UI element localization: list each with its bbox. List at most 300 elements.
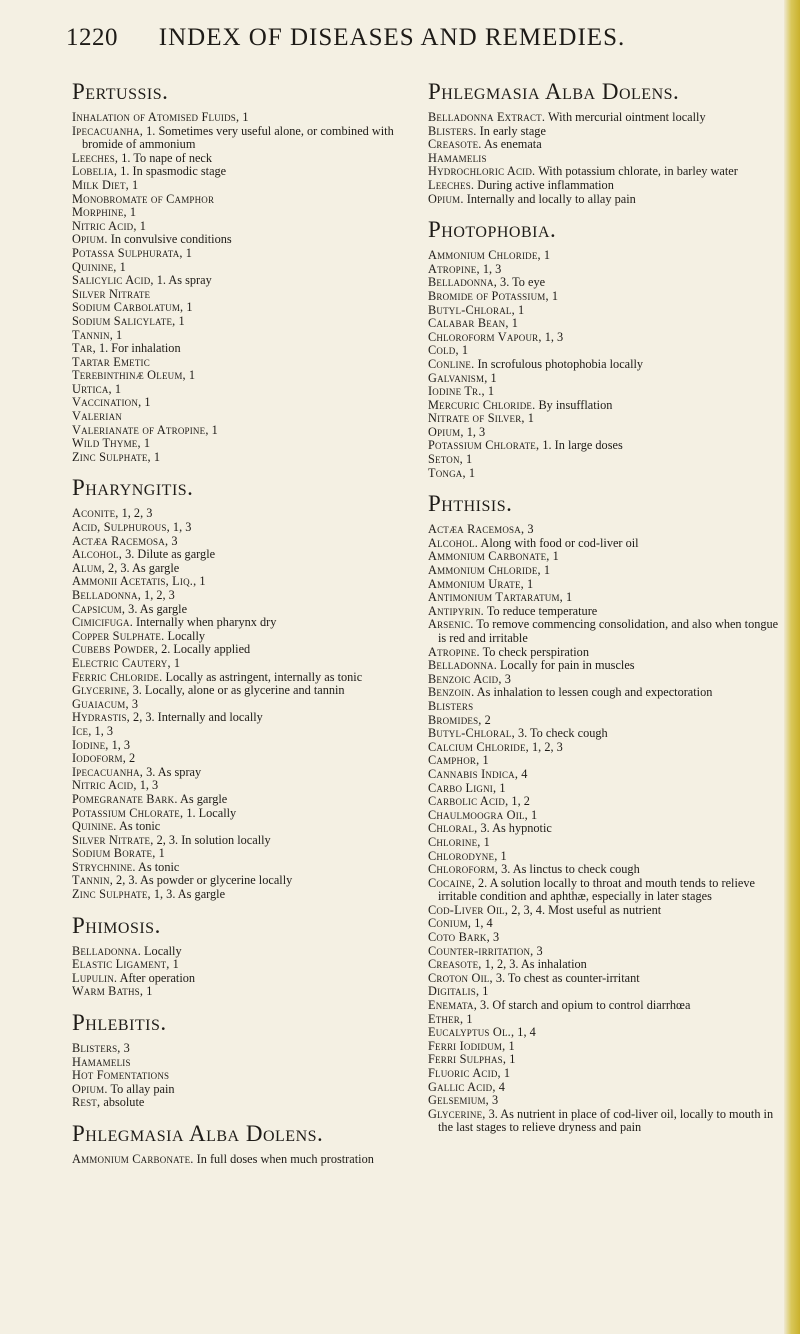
remedy-note: 3. As spray bbox=[143, 764, 202, 779]
remedy-name: Glycerine, bbox=[428, 1106, 486, 1121]
remedy-name: Potassium Chlorate, bbox=[72, 805, 184, 820]
remedy-name: Zinc Sulphate, bbox=[72, 449, 151, 464]
remedy-name: Blisters, bbox=[72, 1041, 121, 1056]
entry-list bbox=[72, 1153, 417, 1167]
remedy-name: Copper Sulphate. bbox=[72, 628, 165, 643]
remedy-note: 3. Of starch and opium to control diarrhœa bbox=[476, 998, 691, 1013]
index-entry bbox=[428, 249, 780, 263]
page-edge bbox=[784, 0, 800, 1334]
remedy-note: Along with food or cod-liver oil bbox=[478, 535, 639, 550]
remedy-name: Blisters bbox=[428, 698, 474, 713]
remedy-name: Alum, bbox=[72, 560, 105, 575]
remedy-note: To check perspiration bbox=[479, 644, 589, 659]
index-entry bbox=[428, 138, 780, 152]
remedy-name: Quinine. bbox=[72, 819, 117, 834]
remedy-note: 1 bbox=[196, 574, 206, 589]
remedy-name: Conline. bbox=[428, 356, 475, 371]
remedy-note: 1 bbox=[479, 753, 489, 768]
index-entry bbox=[428, 972, 780, 986]
index-entry bbox=[72, 820, 417, 834]
remedy-note: 1, 3 bbox=[136, 778, 159, 793]
remedy-name: Actæa Racemosa, bbox=[428, 522, 525, 537]
remedy-name: Nitrate of Silver, bbox=[428, 411, 525, 426]
remedy-name: Vaccination, bbox=[72, 395, 142, 410]
index-entry bbox=[428, 193, 780, 207]
remedy-name: Valerianate of Atropine, bbox=[72, 422, 209, 437]
remedy-note: During active inflammation bbox=[474, 177, 614, 192]
remedy-note: 1, 3. As gargle bbox=[150, 887, 226, 902]
index-entry bbox=[428, 904, 780, 918]
index-section bbox=[72, 78, 417, 464]
index-entry bbox=[72, 958, 417, 972]
section-heading: Phthisis. bbox=[428, 491, 513, 517]
remedy-name: Valerian bbox=[72, 409, 122, 424]
entry-list bbox=[72, 111, 417, 464]
remedy-name: Ferri Sulphas, bbox=[428, 1052, 507, 1067]
index-entry bbox=[72, 193, 417, 207]
remedy-note: By insufflation bbox=[535, 397, 613, 412]
index-entry bbox=[428, 1026, 780, 1040]
remedy-name: Actæa Racemosa, bbox=[72, 533, 169, 548]
index-entry bbox=[72, 589, 417, 603]
remedy-note: 3. As linctus to check cough bbox=[498, 862, 640, 877]
remedy-note: To reduce temperature bbox=[483, 603, 598, 618]
remedy-note: 4 bbox=[495, 1079, 505, 1094]
remedy-note: 1, 3 bbox=[91, 723, 114, 738]
index-entry bbox=[428, 1040, 780, 1054]
remedy-note: 1 bbox=[562, 590, 573, 605]
remedy-name: Creasote, bbox=[428, 957, 482, 972]
remedy-name: Terebinthinæ Oleum, bbox=[72, 368, 186, 383]
index-entry bbox=[428, 1067, 780, 1081]
index-entry bbox=[428, 768, 780, 782]
remedy-note: 3. Locally, alone or as glycerine and tannin bbox=[129, 683, 345, 698]
remedy-name: Benzoin. bbox=[428, 685, 475, 700]
remedy-name: Hydrastis, bbox=[72, 710, 130, 725]
index-entry bbox=[428, 385, 780, 399]
remedy-name: Alcohol, bbox=[72, 547, 123, 562]
remedy-name: Opium. bbox=[428, 191, 464, 206]
remedy-note: 1 bbox=[523, 576, 534, 591]
section-heading: Pharyngitis. bbox=[72, 475, 194, 501]
remedy-name: Acid, Sulphurous, bbox=[72, 520, 170, 535]
remedy-note: 1 bbox=[140, 436, 150, 451]
remedy-note: 1 bbox=[183, 300, 193, 315]
index-entry bbox=[428, 453, 780, 467]
remedy-note: 3. As nutrient in place of cod-liver oil, locally to mouth in the last stages to relieve dryness and pain bbox=[438, 1106, 774, 1135]
remedy-note: 1 bbox=[462, 452, 473, 467]
remedy-name: Leeches. bbox=[428, 177, 475, 192]
remedy-note: 1 bbox=[548, 288, 558, 303]
index-entry bbox=[72, 847, 417, 861]
remedy-name: Salicylic Acid, bbox=[72, 273, 154, 288]
remedy-note: 3 bbox=[168, 533, 178, 548]
index-entry bbox=[428, 877, 780, 904]
remedy-note: With potassium chlorate, in barley water bbox=[535, 164, 738, 179]
remedy-note: 1 bbox=[239, 110, 249, 124]
remedy-name: Tartar Emetic bbox=[72, 354, 150, 369]
remedy-name: Lupulin. bbox=[72, 970, 118, 985]
remedy-note: 1 bbox=[136, 218, 146, 233]
index-entry bbox=[72, 562, 417, 576]
entry-list bbox=[72, 1042, 417, 1110]
index-entry bbox=[72, 739, 417, 753]
index-section bbox=[72, 912, 417, 999]
remedy-note: 1 bbox=[496, 780, 506, 795]
remedy-name: Gallic Acid, bbox=[428, 1079, 496, 1094]
remedy-note: 3. To eye bbox=[496, 275, 546, 290]
remedy-name: Iodine Tr., bbox=[428, 384, 485, 399]
remedy-name: Cod-Liver Oil, bbox=[428, 902, 509, 917]
remedy-note: 1 bbox=[479, 984, 489, 999]
index-entry bbox=[428, 591, 780, 605]
remedy-name: Belladonna. bbox=[428, 658, 497, 673]
remedy-name: Atropine, bbox=[428, 261, 480, 276]
remedy-note: 1, 4 bbox=[514, 1025, 536, 1040]
remedy-note: As gargle bbox=[177, 791, 228, 806]
remedy-note: 1 bbox=[514, 302, 525, 317]
section-heading: Phlebitis. bbox=[72, 1010, 167, 1036]
remedy-name: Hamamelis bbox=[428, 150, 487, 165]
index-entry bbox=[428, 741, 780, 755]
remedy-note: 1 bbox=[150, 449, 161, 464]
index-entry bbox=[428, 836, 780, 850]
remedy-name: Leeches, bbox=[72, 150, 119, 165]
remedy-note: 1 bbox=[128, 177, 139, 192]
entry-list bbox=[428, 249, 780, 480]
remedy-note: 2, 3. Internally and locally bbox=[129, 710, 263, 725]
remedy-note: 1. Sometimes very useful alone, or combined with bromide of ammonium bbox=[82, 123, 394, 152]
remedy-note: 3. As gargle bbox=[125, 601, 188, 616]
index-entry bbox=[72, 1096, 417, 1110]
remedy-name: Benzoic Acid, bbox=[428, 671, 502, 686]
index-entry bbox=[428, 537, 780, 551]
remedy-name: Hydrochloric Acid. bbox=[428, 164, 536, 179]
remedy-name: Chlorodyne, bbox=[428, 848, 498, 863]
remedy-note: 2. A solution locally to throat and mouth tends to relieve irritable condition and aphthæ, especially in later stages bbox=[438, 875, 755, 904]
remedy-name: Bromide of Potassium, bbox=[428, 288, 549, 303]
remedy-note: In full doses when much prostration bbox=[193, 1152, 374, 1166]
index-entry bbox=[72, 369, 417, 383]
section-heading: Photophobia. bbox=[428, 217, 557, 243]
remedy-name: Tannin, bbox=[72, 873, 113, 888]
remedy-note: 2. Locally applied bbox=[158, 642, 251, 657]
remedy-name: Coto Bark, bbox=[428, 930, 490, 945]
index-entry bbox=[72, 383, 417, 397]
remedy-note: 3. Dilute as gargle bbox=[122, 547, 216, 562]
index-entry bbox=[72, 437, 417, 451]
remedy-name: Tar, bbox=[72, 341, 96, 356]
index-entry bbox=[428, 331, 780, 345]
remedy-name: Camphor, bbox=[428, 753, 480, 768]
section-heading: Pertussis. bbox=[72, 79, 169, 104]
remedy-note: 3 bbox=[128, 696, 138, 711]
remedy-name: Morphine, bbox=[72, 205, 127, 220]
remedy-name: Lobelia, bbox=[72, 164, 118, 179]
index-entry bbox=[72, 342, 417, 356]
remedy-note: 1 bbox=[182, 245, 192, 260]
remedy-note: 1 bbox=[524, 411, 534, 426]
remedy-name: Cannabis Indica, bbox=[428, 766, 519, 781]
index-section bbox=[428, 78, 780, 206]
remedy-name: Counter-irritation, bbox=[428, 943, 534, 958]
remedy-note: Internally when pharynx dry bbox=[132, 615, 277, 630]
index-entry bbox=[72, 329, 417, 343]
remedy-note: 3 bbox=[533, 943, 543, 958]
remedy-name: Ferri Iodidum, bbox=[428, 1038, 506, 1053]
remedy-note: 3 bbox=[489, 930, 500, 945]
remedy-note: absolute bbox=[100, 1095, 145, 1110]
index-entry bbox=[428, 263, 780, 277]
remedy-name: Antipyrin. bbox=[428, 603, 484, 618]
index-entry bbox=[428, 605, 780, 619]
index-entry bbox=[72, 274, 417, 288]
index-entry bbox=[72, 315, 417, 329]
remedy-name: Hamamelis bbox=[72, 1054, 131, 1069]
remedy-name: Gelsemium, bbox=[428, 1093, 489, 1108]
remedy-name: Belladonna, bbox=[72, 588, 141, 602]
remedy-note: 1, 2, 3 bbox=[528, 739, 563, 754]
remedy-note: 2 bbox=[125, 751, 136, 766]
remedy-name: Butyl-Chloral, bbox=[428, 302, 515, 317]
remedy-name: Chloroform, bbox=[428, 862, 498, 877]
remedy-name: Nitric Acid, bbox=[72, 218, 137, 233]
index-entry bbox=[428, 179, 780, 193]
remedy-name: Croton Oil, bbox=[428, 970, 493, 985]
index-entry bbox=[72, 711, 417, 725]
remedy-name: Aconite, bbox=[72, 506, 119, 521]
remedy-name: Ammonii Acetatis, Liq., bbox=[72, 574, 197, 589]
remedy-note: 1 bbox=[143, 984, 153, 999]
remedy-name: Creasote. bbox=[428, 137, 482, 152]
index-entry bbox=[72, 233, 417, 247]
remedy-note: 1 bbox=[508, 316, 518, 331]
section-heading: Phlegmasia Alba Dolens. bbox=[72, 1121, 324, 1146]
remedy-note: 1 bbox=[175, 313, 185, 328]
index-entry bbox=[72, 779, 417, 793]
section-heading: Phlegmasia Alba Dolens. bbox=[428, 79, 680, 104]
remedy-name: Potassa Sulphurata, bbox=[72, 245, 183, 260]
remedy-note: 3. As hypnotic bbox=[477, 821, 552, 836]
remedy-name: Rest, bbox=[72, 1095, 101, 1110]
remedy-note: After operation bbox=[117, 970, 196, 985]
remedy-note: In convulsive conditions bbox=[107, 232, 232, 247]
remedy-note: 1, 3 bbox=[108, 737, 131, 752]
index-entry bbox=[72, 152, 417, 166]
remedy-note: 2 bbox=[481, 712, 491, 727]
remedy-name: Seton, bbox=[428, 452, 463, 467]
remedy-name: Iodine, bbox=[72, 737, 109, 752]
index-entry bbox=[428, 673, 780, 687]
entry-list bbox=[72, 507, 417, 901]
index-entry bbox=[72, 165, 417, 179]
remedy-note: 3 bbox=[488, 1093, 499, 1108]
remedy-name: Cocaine, bbox=[428, 875, 475, 890]
index-entry bbox=[72, 288, 417, 302]
remedy-note: 4 bbox=[518, 766, 528, 781]
index-entry bbox=[428, 304, 780, 318]
remedy-name: Quinine, bbox=[72, 259, 117, 274]
index-entry bbox=[428, 686, 780, 700]
index-entry bbox=[428, 412, 780, 426]
remedy-name: Ipecacuanha, bbox=[72, 764, 144, 779]
left-column bbox=[72, 72, 417, 1177]
remedy-name: Chaulmoogra Oil, bbox=[428, 807, 528, 822]
remedy-name: Atropine. bbox=[428, 644, 480, 659]
index-entry bbox=[72, 521, 417, 535]
index-entry bbox=[428, 863, 780, 877]
index-entry bbox=[428, 426, 780, 440]
index-entry bbox=[428, 1108, 780, 1135]
remedy-name: Ammonium Carbonate. bbox=[72, 1152, 194, 1166]
running-title: INDEX OF DISEASES AND REMEDIES. bbox=[158, 24, 626, 51]
index-entry bbox=[72, 985, 417, 999]
index-entry bbox=[428, 358, 780, 372]
remedy-name: Opium, bbox=[428, 424, 464, 439]
remedy-note: 1 bbox=[527, 807, 538, 822]
index-entry bbox=[428, 931, 780, 945]
index-entry bbox=[72, 575, 417, 589]
remedy-note: 1 bbox=[463, 1011, 473, 1026]
remedy-note: 1 bbox=[170, 655, 180, 670]
remedy-note: 1. In large doses bbox=[539, 438, 623, 453]
remedy-note: 1 bbox=[458, 343, 469, 358]
index-entry bbox=[428, 795, 780, 809]
index-entry bbox=[72, 410, 417, 424]
remedy-name: Glycerine, bbox=[72, 683, 130, 698]
index-entry bbox=[428, 578, 780, 592]
index-entry bbox=[72, 657, 417, 671]
index-entry bbox=[72, 247, 417, 261]
index-entry bbox=[72, 603, 417, 617]
index-entry bbox=[428, 1013, 780, 1027]
remedy-note: 1 bbox=[484, 384, 495, 399]
index-entry bbox=[72, 725, 417, 739]
remedy-name: Elastic Ligament, bbox=[72, 957, 170, 972]
index-entry bbox=[72, 125, 417, 152]
index-entry bbox=[72, 888, 417, 902]
index-entry bbox=[428, 822, 780, 836]
index-entry bbox=[72, 1069, 417, 1083]
remedy-name: Ammonium Urate, bbox=[428, 576, 524, 591]
remedy-name: Arsenic. bbox=[428, 617, 474, 632]
index-entry bbox=[72, 1083, 417, 1097]
index-entry bbox=[428, 317, 780, 331]
index-entry bbox=[72, 793, 417, 807]
index-entry bbox=[72, 396, 417, 410]
remedy-note: As tonic bbox=[135, 859, 180, 874]
remedy-note: Locally for pain in muscles bbox=[496, 658, 635, 673]
remedy-name: Nitric Acid, bbox=[72, 778, 137, 793]
remedy-note: In early stage bbox=[476, 123, 546, 138]
index-section bbox=[428, 216, 780, 480]
remedy-note: 3. To chest as counter-irritant bbox=[492, 970, 640, 985]
remedy-note: 3. To check cough bbox=[514, 726, 608, 741]
remedy-note: In scrofulous photophobia locally bbox=[474, 356, 644, 371]
remedy-note: 1. Locally bbox=[183, 805, 237, 820]
remedy-note: 3 bbox=[120, 1041, 130, 1056]
index-entry bbox=[428, 618, 780, 645]
index-entry bbox=[428, 700, 780, 714]
remedy-note: 1. As spray bbox=[153, 273, 212, 288]
index-entry bbox=[428, 467, 780, 481]
remedy-name: Warm Baths, bbox=[72, 984, 144, 999]
index-entry bbox=[72, 643, 417, 657]
remedy-name: Cubebs Powder, bbox=[72, 642, 158, 657]
remedy-name: Chloral, bbox=[428, 821, 478, 836]
index-entry bbox=[428, 523, 780, 537]
remedy-note: 2, 3. In solution locally bbox=[153, 832, 271, 847]
index-entry bbox=[72, 874, 417, 888]
remedy-name: Cimicifuga. bbox=[72, 615, 133, 630]
index-entry bbox=[428, 152, 780, 166]
remedy-note: 1 bbox=[505, 1038, 515, 1053]
remedy-name: Bromides, bbox=[428, 712, 482, 727]
index-entry bbox=[72, 671, 417, 685]
remedy-name: Butyl-Chloral, bbox=[428, 726, 515, 741]
remedy-note: 3 bbox=[524, 522, 534, 537]
remedy-note: Locally bbox=[140, 943, 182, 958]
remedy-name: Urtica, bbox=[72, 381, 112, 396]
index-entry bbox=[428, 999, 780, 1013]
index-entry bbox=[72, 507, 417, 521]
index-entry bbox=[72, 945, 417, 959]
remedy-note: Locally bbox=[164, 628, 206, 643]
index-entry bbox=[428, 125, 780, 139]
index-entry bbox=[428, 945, 780, 959]
index-entry bbox=[428, 550, 780, 564]
index-entry bbox=[72, 1056, 417, 1070]
remedy-name: Hot Fomentations bbox=[72, 1068, 170, 1083]
index-entry bbox=[428, 646, 780, 660]
remedy-name: Belladonna, bbox=[428, 275, 497, 290]
remedy-note: 1, 2, 3 bbox=[118, 506, 153, 521]
remedy-name: Sodium Borate, bbox=[72, 846, 156, 861]
remedy-name: Opium. bbox=[72, 232, 108, 247]
index-entry bbox=[428, 850, 780, 864]
index-entry bbox=[428, 399, 780, 413]
index-entry bbox=[428, 714, 780, 728]
remedy-name: Capsicum, bbox=[72, 601, 126, 616]
remedy-note: 1, 2 bbox=[508, 794, 530, 809]
index-entry bbox=[72, 616, 417, 630]
index-entry bbox=[72, 535, 417, 549]
remedy-name: Milk Diet, bbox=[72, 177, 129, 192]
remedy-note: 1 bbox=[116, 259, 126, 274]
remedy-note: 1, 3 bbox=[541, 329, 564, 344]
remedy-name: Pomegranate Bark. bbox=[72, 791, 178, 806]
index-entry bbox=[72, 301, 417, 315]
remedy-name: Iodoform, bbox=[72, 751, 126, 766]
remedy-name: Galvanism, bbox=[428, 370, 488, 385]
remedy-name: Ipecacuanha, bbox=[72, 123, 144, 138]
remedy-name: Ammonium Carbonate, bbox=[428, 549, 550, 564]
remedy-note: To allay pain bbox=[107, 1081, 175, 1096]
remedy-name: Zinc Sulphate, bbox=[72, 887, 151, 902]
index-entry bbox=[428, 1094, 780, 1108]
index-entry bbox=[72, 179, 417, 193]
index-entry bbox=[428, 809, 780, 823]
remedy-note: 2, 3. As gargle bbox=[104, 560, 180, 575]
remedy-note: 1 bbox=[497, 848, 507, 863]
remedy-name: Mercuric Chloride. bbox=[428, 397, 536, 412]
entry-list bbox=[428, 111, 780, 206]
remedy-note: 2, 3. As powder or glycerine locally bbox=[112, 873, 293, 888]
remedy-name: Cold, bbox=[428, 343, 459, 358]
index-section bbox=[72, 1009, 417, 1110]
index-entry bbox=[72, 861, 417, 875]
remedy-name: Ammonium Chloride, bbox=[428, 563, 541, 578]
